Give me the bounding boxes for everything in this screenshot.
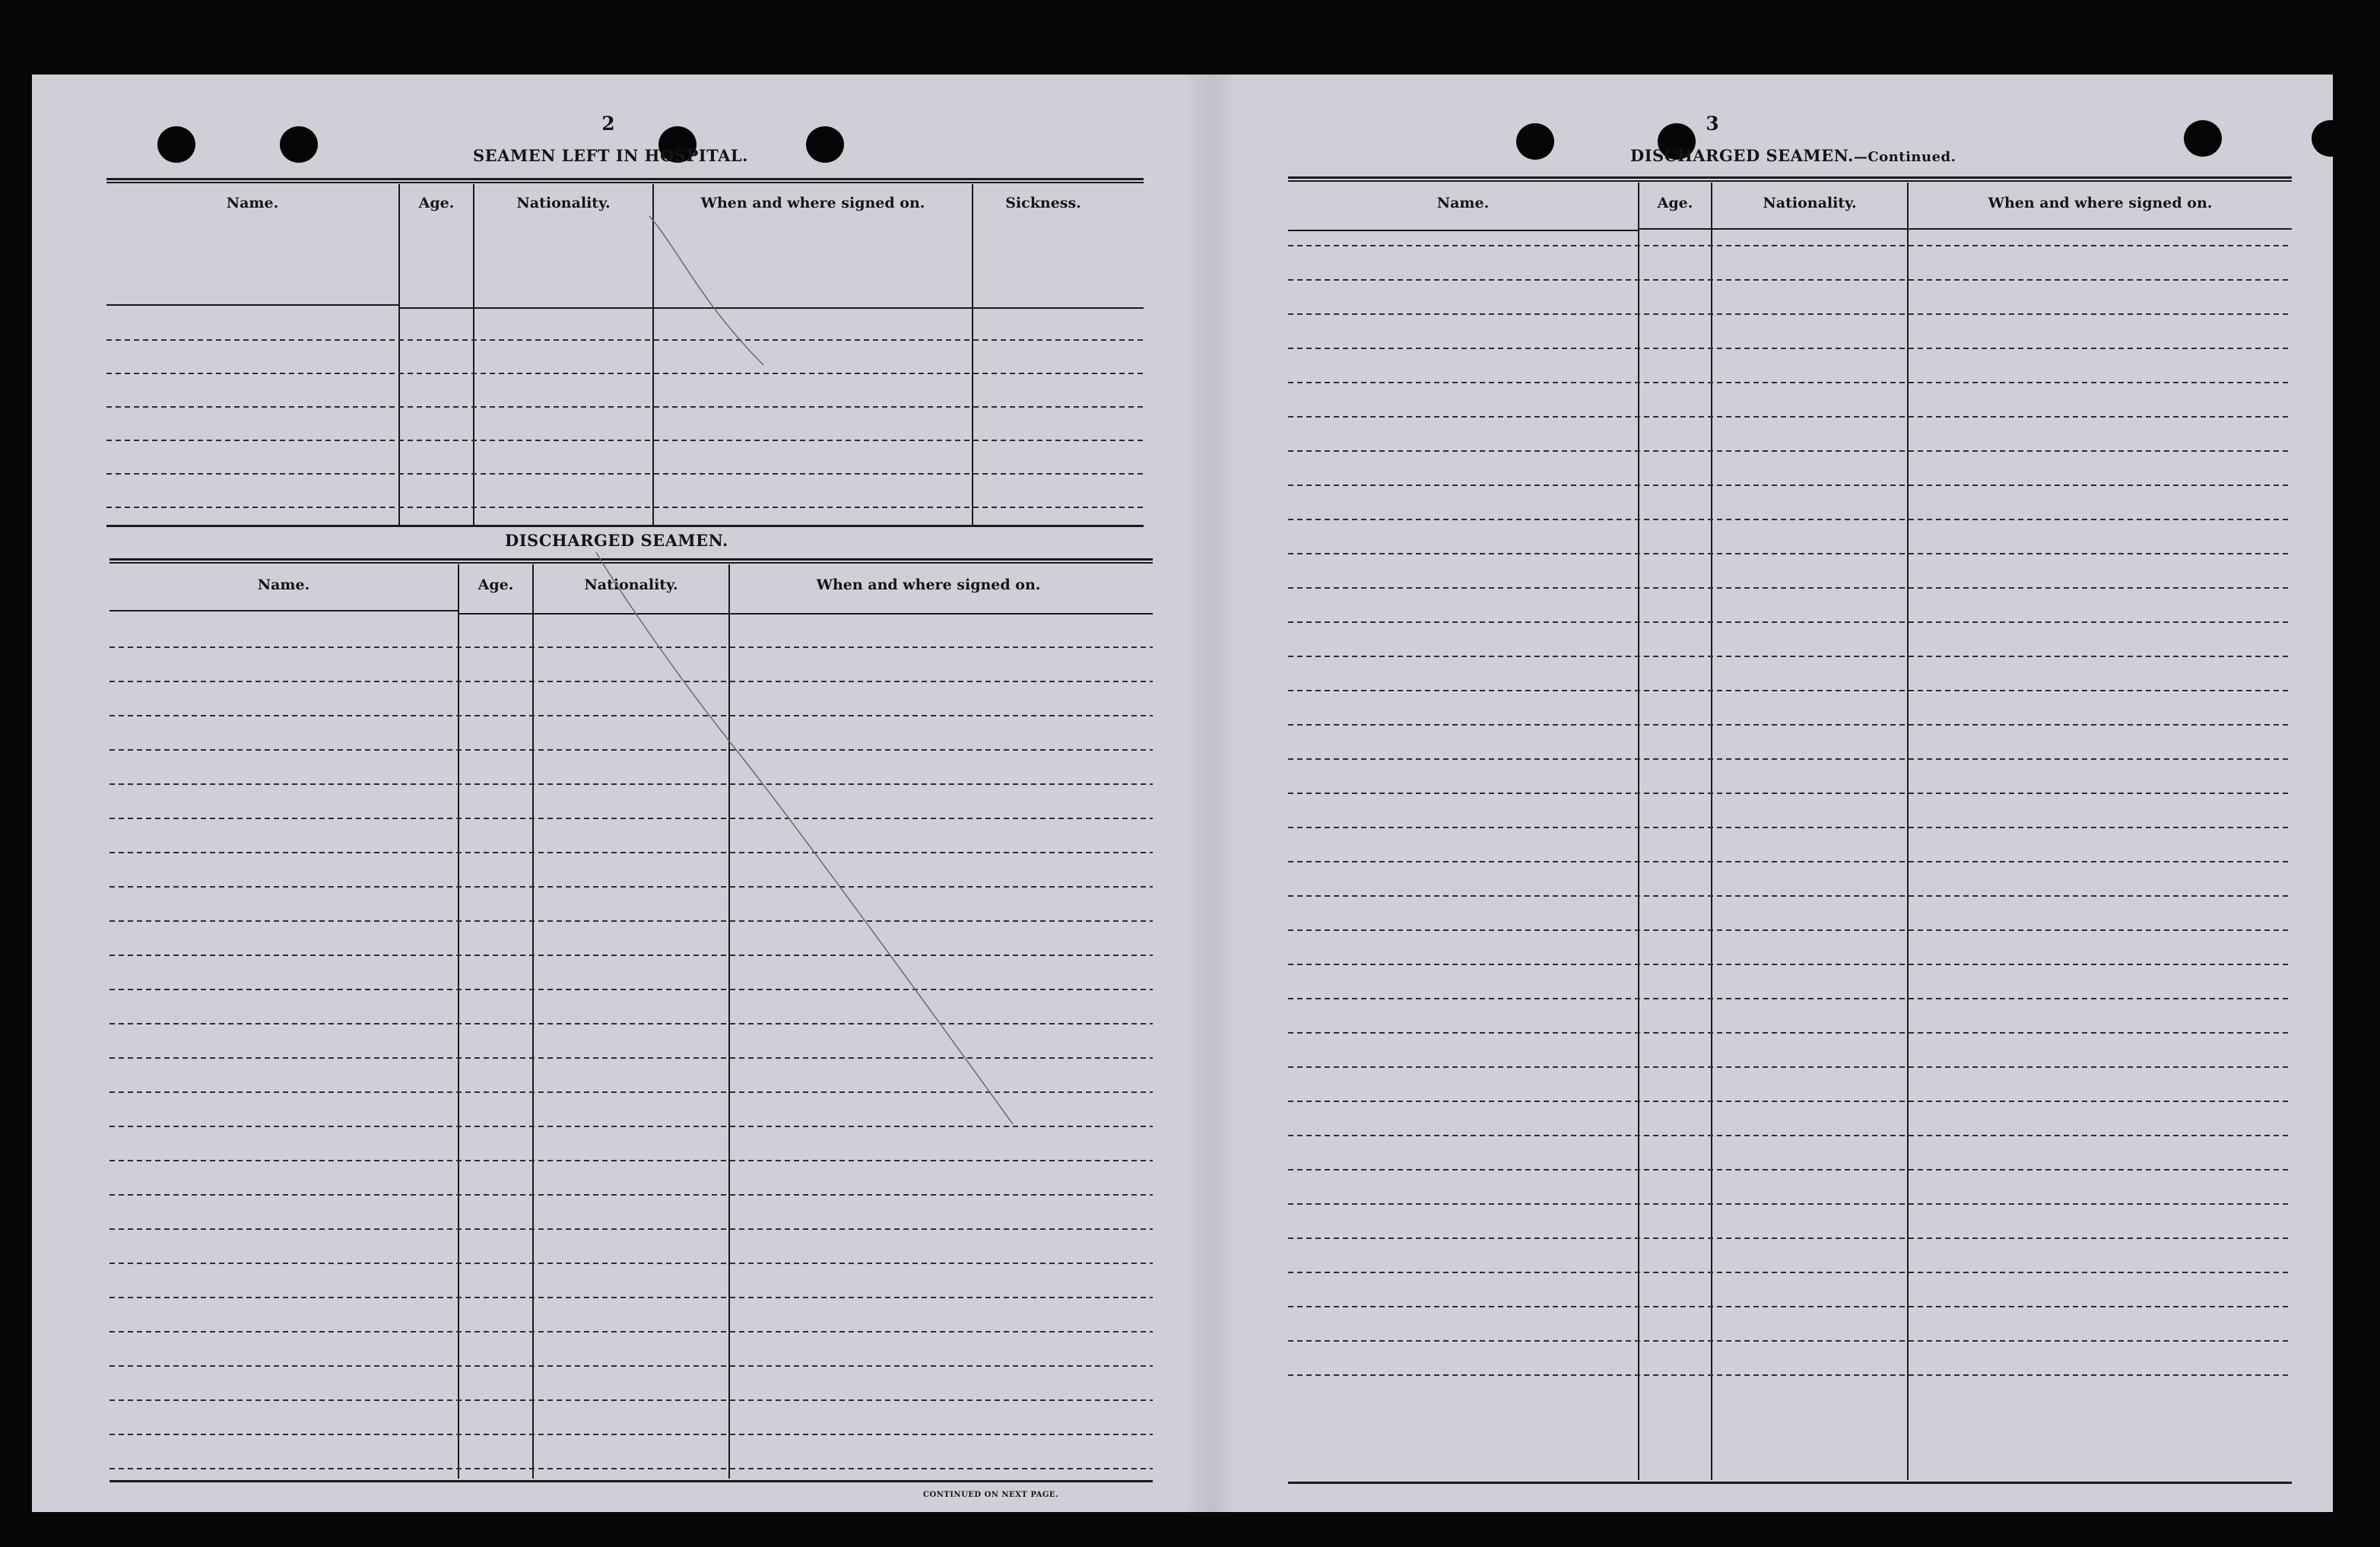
entry-line <box>1288 621 2292 623</box>
page-fold <box>1189 75 1232 1512</box>
col-header-nationality: Nationality. <box>1763 195 1857 211</box>
table-bottom-rule <box>106 525 1144 527</box>
entry-line <box>109 1160 1153 1161</box>
header-rule <box>459 613 1153 615</box>
entry-line <box>1288 690 2292 691</box>
entry-line <box>1288 895 2292 897</box>
entry-line <box>1288 929 2292 931</box>
entry-line <box>109 1091 1153 1093</box>
table-bottom-rule <box>1288 1482 2292 1484</box>
punch-hole <box>1516 123 1554 160</box>
document-sheet <box>32 75 2333 1512</box>
punch-hole <box>2312 120 2350 157</box>
entry-line <box>106 473 1144 475</box>
entry-line <box>109 818 1153 819</box>
entry-line <box>109 1434 1153 1435</box>
page-number: 2 <box>601 113 615 135</box>
title-suffix: —Continued. <box>1853 149 1956 165</box>
entry-line <box>109 783 1153 785</box>
entry-line <box>1288 553 2292 554</box>
entry-line <box>1288 1237 2292 1239</box>
col-header-name: Name. <box>1436 195 1490 211</box>
table-top-rule <box>106 178 1144 183</box>
column-divider <box>1638 183 1639 1480</box>
entry-line <box>1288 1340 2292 1342</box>
entry-line <box>1288 656 2292 657</box>
entry-line <box>1288 1272 2292 1273</box>
entry-line <box>1288 484 2292 486</box>
entry-line <box>1288 1135 2292 1136</box>
col-header-nationality: Nationality. <box>584 577 678 593</box>
entry-line <box>106 373 1144 374</box>
entry-line <box>109 1331 1153 1333</box>
entry-line <box>109 646 1153 648</box>
entry-line <box>1288 416 2292 418</box>
entry-line <box>106 440 1144 441</box>
entry-line <box>1288 348 2292 349</box>
col-header-age: Age. <box>1657 195 1693 211</box>
entry-line <box>109 920 1153 922</box>
header-rule <box>1288 230 1638 231</box>
left-page <box>32 75 1189 1512</box>
entry-line <box>1288 313 2292 315</box>
entry-line <box>109 1468 1153 1469</box>
col-header-name: Name. <box>226 195 279 211</box>
entry-line <box>1288 1101 2292 1102</box>
entry-line <box>1288 827 2292 828</box>
entry-line <box>1288 1203 2292 1205</box>
entry-line <box>1288 1169 2292 1171</box>
entry-line <box>109 715 1153 716</box>
entry-line <box>106 406 1144 408</box>
entry-line <box>109 681 1153 682</box>
entry-line <box>1288 861 2292 862</box>
entry-line <box>1288 964 2292 965</box>
header-rule <box>1639 228 2292 230</box>
punch-hole <box>806 126 844 163</box>
column-divider <box>1711 183 1712 1480</box>
table-bottom-rule <box>109 1480 1153 1482</box>
entry-line <box>1288 1306 2292 1307</box>
entry-line <box>109 1399 1153 1401</box>
entry-line <box>106 507 1144 508</box>
entry-line <box>106 339 1144 341</box>
table-top-rule <box>1288 176 2292 182</box>
entry-line <box>109 1057 1153 1059</box>
entry-line <box>1288 998 2292 999</box>
section-title-discharged: DISCHARGED SEAMEN. <box>505 531 728 550</box>
col-header-age: Age. <box>478 577 514 593</box>
entry-line <box>1288 1032 2292 1034</box>
entry-line <box>1288 1374 2292 1376</box>
entry-line <box>109 1126 1153 1127</box>
col-header-signed-on: When and where signed on. <box>1988 195 2213 211</box>
entry-line <box>109 749 1153 751</box>
right-page <box>1232 75 2333 1512</box>
punch-hole <box>157 126 195 163</box>
section-title-discharged-continued <box>1630 146 1956 165</box>
entry-line <box>1288 587 2292 589</box>
discharged-continued-table <box>1288 176 2292 1488</box>
entry-line <box>1288 758 2292 760</box>
column-divider <box>1907 183 1909 1480</box>
entry-line <box>109 1023 1153 1024</box>
punch-hole <box>2184 120 2222 157</box>
entry-line <box>109 1365 1153 1367</box>
col-header-age: Age. <box>418 195 455 211</box>
page-number: 3 <box>1706 113 1719 135</box>
entry-line <box>1288 245 2292 246</box>
continued-note: CONTINUED ON NEXT PAGE. <box>923 1491 1059 1499</box>
header-rule <box>400 307 1144 309</box>
col-header-sickness: Sickness. <box>1005 195 1081 211</box>
header-rule <box>106 304 398 306</box>
entry-line <box>109 1228 1153 1230</box>
entry-line <box>1288 1066 2292 1068</box>
entry-line <box>109 852 1153 853</box>
entry-line <box>1288 450 2292 452</box>
column-divider <box>458 564 459 1479</box>
entry-line <box>109 955 1153 956</box>
col-header-signed-on: When and where signed on. <box>700 195 925 211</box>
column-divider <box>532 564 534 1479</box>
entry-line <box>109 1263 1153 1264</box>
entry-line <box>1288 793 2292 794</box>
col-header-signed-on: When and where signed on. <box>816 577 1041 593</box>
entry-line <box>109 886 1153 888</box>
section-title-hospital: SEAMEN LEFT IN HOSPITAL. <box>473 146 748 165</box>
table-top-rule <box>109 558 1153 564</box>
entry-line <box>109 989 1153 990</box>
hospital-table <box>106 178 1144 528</box>
discharged-table <box>109 558 1153 1485</box>
entry-line <box>1288 382 2292 383</box>
col-header-name: Name. <box>257 577 310 593</box>
entry-line <box>109 1297 1153 1298</box>
title-main: DISCHARGED SEAMEN. <box>1630 146 1854 165</box>
entry-line <box>1288 279 2292 281</box>
col-header-nationality: Nationality. <box>516 195 611 211</box>
punch-hole <box>280 126 318 163</box>
entry-line <box>109 1194 1153 1196</box>
entry-line <box>1288 519 2292 520</box>
column-divider <box>728 564 730 1479</box>
header-rule <box>109 610 458 611</box>
entry-line <box>1288 724 2292 726</box>
